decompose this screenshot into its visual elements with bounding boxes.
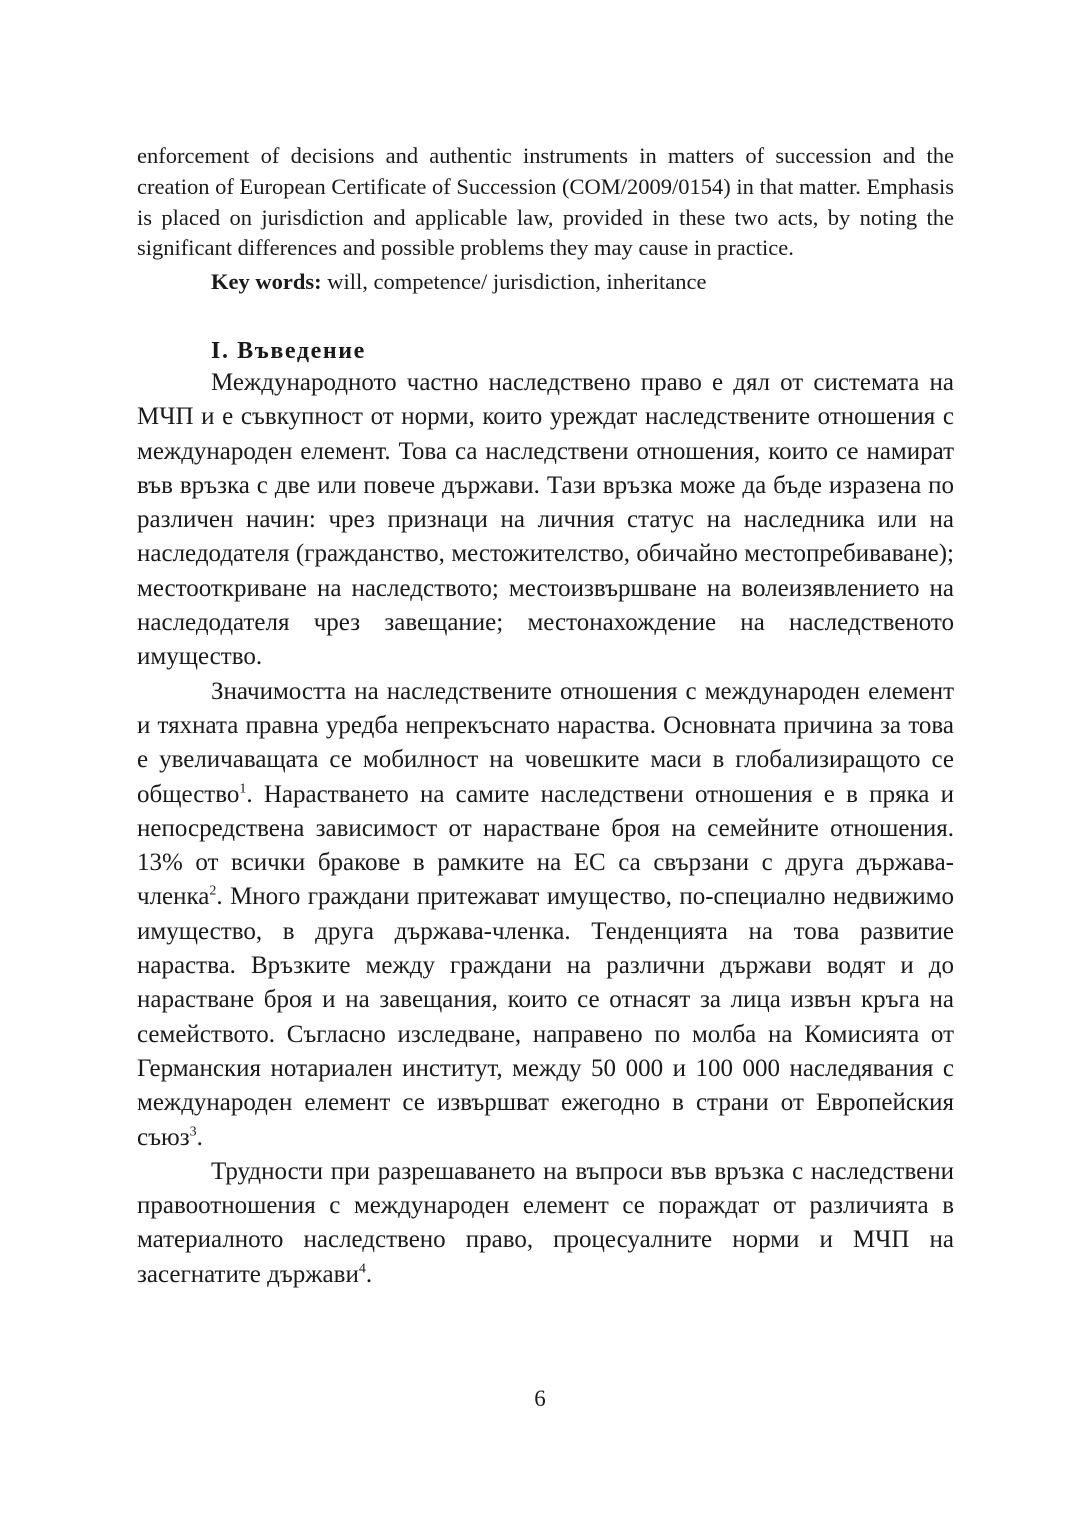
page-number: 6 bbox=[534, 1386, 546, 1411]
paragraph-2-part-c: . Много граждани притежават имущество, по-специално недвижимо имущество, в друга държава-членка. Тенденцията на това развитие нараства. Връзките между граждани на различни държави водят и до нарастване броя и на завещания, които се отнасят за лица извън кръга на семейството. Съгласно изследване, направено по молба на Комисията от Германския нотариален институт, между 50 000 и 100 000 наследявания с международен елемент се извършват ежегодно в страни от Европейския съюз bbox=[137, 883, 954, 1151]
paragraph-2 bbox=[137, 675, 954, 1155]
paragraph-3-part-a: Трудности при разрешаването на въпроси във връзка с наследствени правоотношения с международен елемент се пораждат от различията в материалното наследствено право, процесуалните норми и МЧП на засегнатите държави bbox=[137, 1157, 954, 1288]
page-content bbox=[137, 141, 954, 1292]
abstract bbox=[137, 141, 954, 298]
footnote-ref-1: 1 bbox=[239, 781, 247, 797]
footnote-ref-4: 4 bbox=[358, 1261, 366, 1277]
paragraph-3-part-b: . bbox=[365, 1260, 373, 1288]
footnote-ref-3: 3 bbox=[189, 1124, 197, 1140]
paragraph-3 bbox=[137, 1155, 954, 1292]
paragraph-2-part-d: . bbox=[196, 1123, 203, 1151]
keywords-label: Key words: bbox=[211, 269, 322, 295]
keywords-value: will, competence/ jurisdiction, inheritance bbox=[321, 269, 707, 295]
abstract-text: enforcement of decisions and authentic instruments in matters of succession and the creation of European Certificate of Succession (COM/2009/0154) in that matter. Emphasis is placed on jurisdiction and applicable law, provided in these two acts, by noting the significant differences and possible problems they may cause in practice. bbox=[137, 143, 954, 261]
paragraph-1: Международното частно наследствено право е дял от системата на МЧП и е съвкупност от норми, които уреждат наследствените отношения с международен елемент. Това са наследствени отношения, които се намират във връзка с две или повече държави. Тази връзка може да бъде изразена по различен начин: чрез признаци на личния статус на наследника или на наследодателя (гражданство, местожителство, обичайно местопребиваване); местооткриване на наследството; местоизвършване на волеизявлението на наследодателя чрез завещание; местонахождение на наследственото имущество. bbox=[137, 368, 954, 671]
section-heading: I. Въведение bbox=[211, 337, 366, 364]
keywords-line bbox=[137, 267, 954, 298]
paragraph-2-part-b: . Нарастването на самите наследствени отношения е в пряка и непосредствена зависимост от нарастване броя на семейните отношения. 13% от всички бракове в рамките на ЕС са свързани с друга държава-членка bbox=[137, 780, 954, 911]
paragraph-2-part-a: Значимостта на наследствените отношения с международен елемент и тяхната правна уредба непрекъснато нараства. Основната причина за това е увеличаващата се мобилност на човешките маси в глобализиращото се общество bbox=[137, 677, 954, 808]
footnote-ref-2: 2 bbox=[209, 884, 217, 900]
body-text bbox=[137, 366, 954, 1292]
